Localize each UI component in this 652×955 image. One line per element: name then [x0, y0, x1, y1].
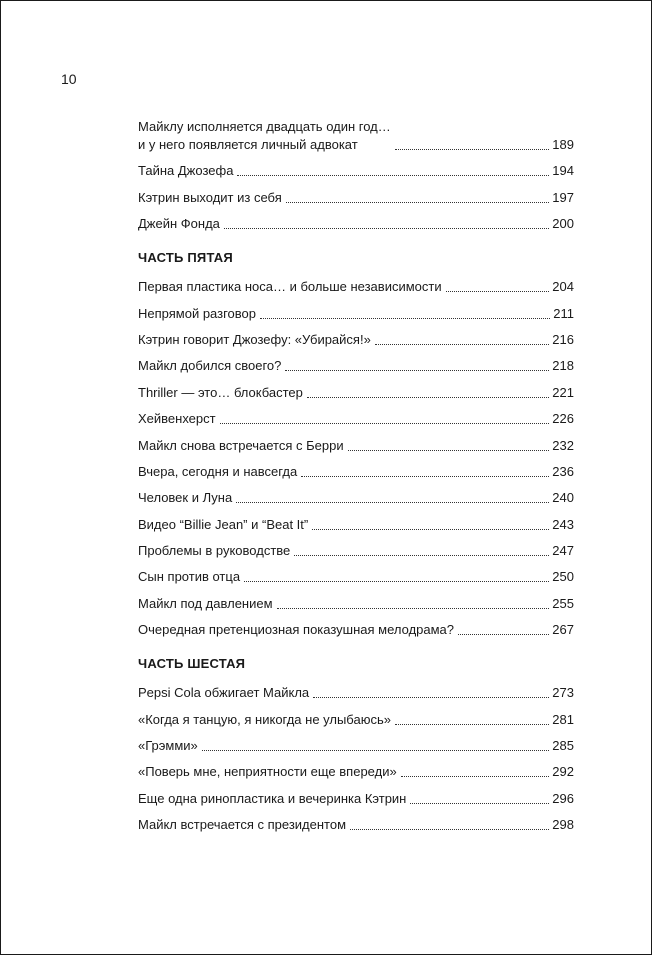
entry-page-number: 218 — [552, 358, 574, 374]
dot-leader — [401, 776, 550, 777]
toc-section — [138, 118, 574, 233]
section-heading: ЧАСТЬ ПЯТАЯ — [138, 250, 233, 266]
entry-page-number: 200 — [552, 216, 574, 232]
dot-leader — [301, 476, 549, 477]
entry-page-number: 250 — [552, 569, 574, 585]
entry-page-number: 292 — [552, 764, 574, 780]
entry-title: Тайна Джозефа — [138, 163, 234, 179]
toc-entry — [138, 516, 574, 534]
entry-page-number: 197 — [552, 189, 574, 205]
dot-leader — [375, 344, 549, 345]
entry-page-number: 204 — [552, 279, 574, 295]
dot-leader — [220, 423, 550, 424]
toc-entry — [138, 489, 574, 507]
dot-leader — [348, 450, 550, 451]
dot-leader — [313, 697, 549, 698]
entry-page-number: 194 — [552, 163, 574, 179]
toc-entry — [138, 737, 574, 755]
entry-title: Видео “Billie Jean” и “Beat It” — [138, 516, 309, 532]
dot-leader — [286, 202, 550, 203]
entry-title: Майкл под давлением — [138, 595, 273, 611]
entry-page-number: 243 — [552, 516, 574, 532]
page-number: 10 — [61, 71, 77, 87]
entry-title: Кэтрин выходит из себя — [138, 189, 282, 205]
entry-title: Майкл добился своего? — [138, 358, 282, 374]
entry-title: Проблемы в руководстве — [138, 543, 291, 559]
dot-leader — [202, 750, 550, 751]
toc-entry — [138, 215, 574, 233]
toc-entry — [138, 542, 574, 560]
toc-entry — [138, 357, 574, 375]
toc-entry — [138, 763, 574, 781]
entry-title: Вчера, сегодня и навсегда — [138, 463, 298, 479]
dot-leader — [350, 829, 549, 830]
entry-title: Майклу исполняется двадцать один год… и у него появляется личный адвокат — [138, 119, 391, 152]
entry-page-number: 189 — [552, 137, 574, 152]
entry-title: Хейвенхерст — [138, 411, 216, 427]
entry-page-number: 236 — [552, 463, 574, 479]
dot-leader — [260, 318, 550, 319]
dot-leader — [458, 634, 549, 635]
toc-entry — [138, 410, 574, 428]
dot-leader — [237, 175, 549, 176]
entry-title: Очередная претенциозная показушная мелодрама? — [138, 622, 455, 638]
entry-page-number: 216 — [552, 331, 574, 347]
entry-page-number: 267 — [552, 622, 574, 638]
toc-entry — [138, 621, 574, 639]
entry-title: Первая пластика носа… и больше независимости — [138, 279, 442, 295]
entry-page-number: 211 — [553, 305, 574, 321]
dot-leader — [236, 502, 549, 503]
section-heading: ЧАСТЬ ШЕСТАЯ — [138, 656, 246, 672]
entry-page-number: 226 — [552, 411, 574, 427]
entry-title: «Грэмми» — [138, 738, 198, 754]
entry-title: Thriller — это… блокбастер — [138, 384, 303, 400]
entry-title: «Поверь мне, неприятности еще впереди» — [138, 764, 397, 780]
toc-entry — [138, 790, 574, 808]
entry-page-number: 298 — [552, 817, 574, 833]
dot-leader — [395, 724, 549, 725]
entry-title: Джейн Фонда — [138, 216, 220, 232]
entry-page-number: 273 — [552, 685, 574, 701]
dot-leader — [285, 370, 549, 371]
dot-leader — [410, 803, 549, 804]
toc-entry — [138, 278, 574, 296]
toc-section — [138, 656, 574, 834]
entry-page-number: 221 — [552, 384, 574, 400]
dot-leader — [312, 529, 549, 530]
entry-title: Майкл встречается с президентом — [138, 817, 347, 833]
entry-page-number: 232 — [552, 437, 574, 453]
entry-page-number: 281 — [552, 711, 574, 727]
entry-title: Еще одна ринопластика и вечеринка Кэтрин — [138, 790, 407, 806]
toc-entry — [138, 162, 574, 180]
table-of-contents — [138, 118, 574, 851]
entry-title: «Когда я танцую, я никогда не улыбаюсь» — [138, 711, 391, 727]
toc-entry — [138, 711, 574, 729]
entry-page-number: 285 — [552, 738, 574, 754]
toc-entry — [138, 463, 574, 481]
toc-entry — [138, 384, 574, 402]
dot-leader — [294, 555, 549, 556]
entry-page-number: 255 — [552, 595, 574, 611]
toc-section — [138, 250, 574, 639]
toc-entry — [138, 118, 574, 154]
toc-entry — [138, 684, 574, 702]
dot-leader — [307, 397, 549, 398]
entry-title: Кэтрин говорит Джозефу: «Убирайся!» — [138, 331, 371, 347]
toc-entry — [138, 189, 574, 207]
toc-entry — [138, 568, 574, 586]
toc-entry — [138, 331, 574, 349]
dot-leader — [446, 291, 550, 292]
entry-title: Майкл снова встречается с Берри — [138, 437, 344, 453]
toc-entry — [138, 595, 574, 613]
entry-title: Человек и Луна — [138, 490, 233, 506]
dot-leader — [224, 228, 549, 229]
toc-entry — [138, 816, 574, 834]
toc-entry — [138, 437, 574, 455]
entry-title: Сын против отца — [138, 569, 241, 585]
entry-title: Непрямой разговор — [138, 305, 257, 321]
dot-leader — [277, 608, 550, 609]
dot-leader — [395, 149, 550, 150]
dot-leader — [244, 581, 549, 582]
toc-entry — [138, 305, 574, 323]
entry-page-number: 247 — [552, 543, 574, 559]
entry-page-number: 296 — [552, 790, 574, 806]
entry-page-number: 240 — [552, 490, 574, 506]
entry-title: Pepsi Cola обжигает Майкла — [138, 685, 310, 701]
